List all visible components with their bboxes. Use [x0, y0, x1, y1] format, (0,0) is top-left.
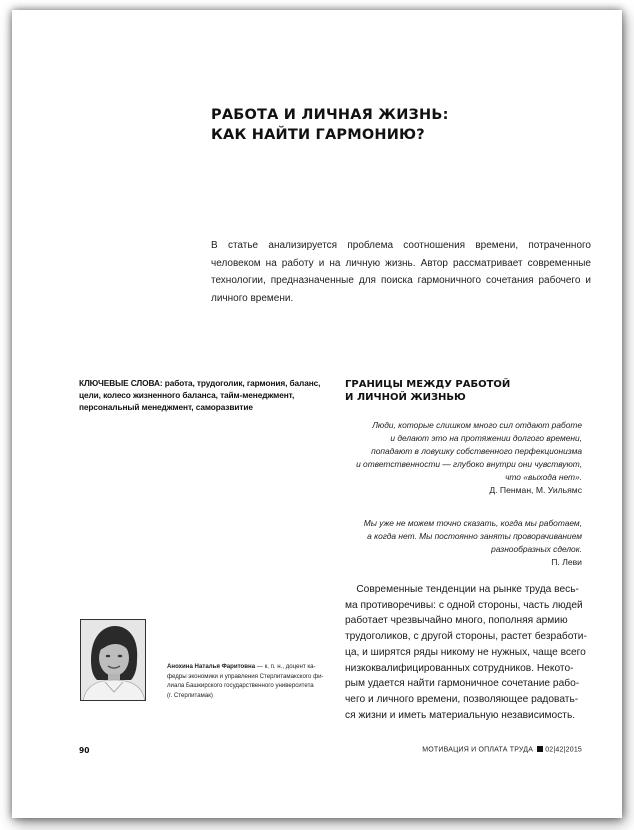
article-title-line: КАК НАЙТИ ГАРМОНИЮ? — [211, 127, 425, 143]
square-bullet-icon — [537, 746, 543, 752]
author-info-line: (г. Стерлитамак) — [167, 691, 213, 699]
epigraph — [322, 517, 582, 569]
section-heading-line: ГРАНИЦЫ МЕЖДУ РАБОТОЙ — [345, 379, 511, 390]
epigraph-line: Мы уже не можем точно сказать, когда мы работаем, — [363, 518, 582, 528]
epigraph-line: и делают это на протяжении долгого времени, — [390, 433, 582, 443]
journal-issue: 02|42|2015 — [545, 746, 582, 754]
page-number: 90 — [79, 746, 90, 755]
epigraph-line: разнообразных сделок. — [491, 544, 582, 554]
body-line: ма противоречивы: с одной стороны, часть людей — [345, 599, 583, 611]
section-heading-line: И ЛИЧНОЙ ЖИЗНЬЮ — [345, 392, 466, 403]
body-line: чего и личного времени, позволяющее радовать- — [345, 693, 579, 705]
epigraph-line: а когда нет. Мы постоянно заняты проворачиванием — [367, 531, 582, 541]
author-info-line: лиала Башкирского государственного университета — [167, 682, 314, 690]
author-name: Анохина Наталья Фаритовна — [167, 663, 256, 670]
epigraph-line: и ответственности — глубоко внутри они чувствуют, — [356, 459, 582, 469]
author-portrait-image — [81, 620, 146, 701]
section-heading — [345, 378, 595, 404]
body-line: трудоголиков, с другой стороны, растет безработи- — [345, 631, 587, 643]
author-photo — [80, 619, 146, 701]
body-line: ца, и ширятся ряды никому не нужных, чаще всего — [345, 646, 586, 658]
epigraph-line: Люди, которые слишком много сил отдают работе — [372, 420, 582, 430]
keywords-block — [79, 377, 323, 413]
journal-page — [12, 10, 622, 818]
article-abstract — [211, 237, 591, 307]
author-info-line: — к. п. н., доцент ка- — [255, 663, 316, 670]
journal-footer — [422, 746, 582, 754]
epigraph-author: Д. Пенман, М. Уильямс — [489, 485, 582, 495]
author-info — [167, 662, 324, 700]
body-line: Современные тенденции на рынке труда весь- — [345, 584, 579, 595]
epigraph-line: попадают в ловушку собственного перфекционизма — [371, 446, 582, 456]
epigraph-line: что «выхода нет». — [505, 472, 582, 482]
author-info-line: федры экономики и управления Стерлитамакского фи- — [167, 672, 324, 680]
journal-name: МОТИВАЦИЯ И ОПЛАТА ТРУДА — [422, 746, 534, 754]
keywords-text: работа, трудоголик, гармония, баланс, цели, колесо жизненного баланса, тайм-менеджмент, персональный менеджмент, саморазвитие — [79, 378, 321, 412]
keywords-label: КЛЮЧЕВЫЕ СЛОВА: — [79, 378, 163, 388]
article-body — [345, 582, 593, 723]
article-title — [211, 105, 591, 145]
article-title-line: РАБОТА И ЛИЧНАЯ ЖИЗНЬ: — [211, 107, 449, 123]
epigraph — [322, 419, 582, 497]
epigraph-author: П. Леви — [551, 557, 582, 567]
body-line: работает чрезвычайно много, пополняя армию — [345, 615, 568, 627]
abstract-text: В статье анализируется проблема соотношения времени, потраченного человеком на работу и на личную жизнь. Автор рассматривает современные технологии, предназначенные для поиска гармоничного сочетания рабочего и личного времени. — [211, 240, 591, 304]
body-line: ся жизни и иметь материальную независимость. — [345, 709, 576, 721]
body-line: рым удается найти гармоничное сочетание рабо- — [345, 678, 580, 690]
body-line: низкоквалифицированных сотрудников. Некото- — [345, 662, 574, 674]
